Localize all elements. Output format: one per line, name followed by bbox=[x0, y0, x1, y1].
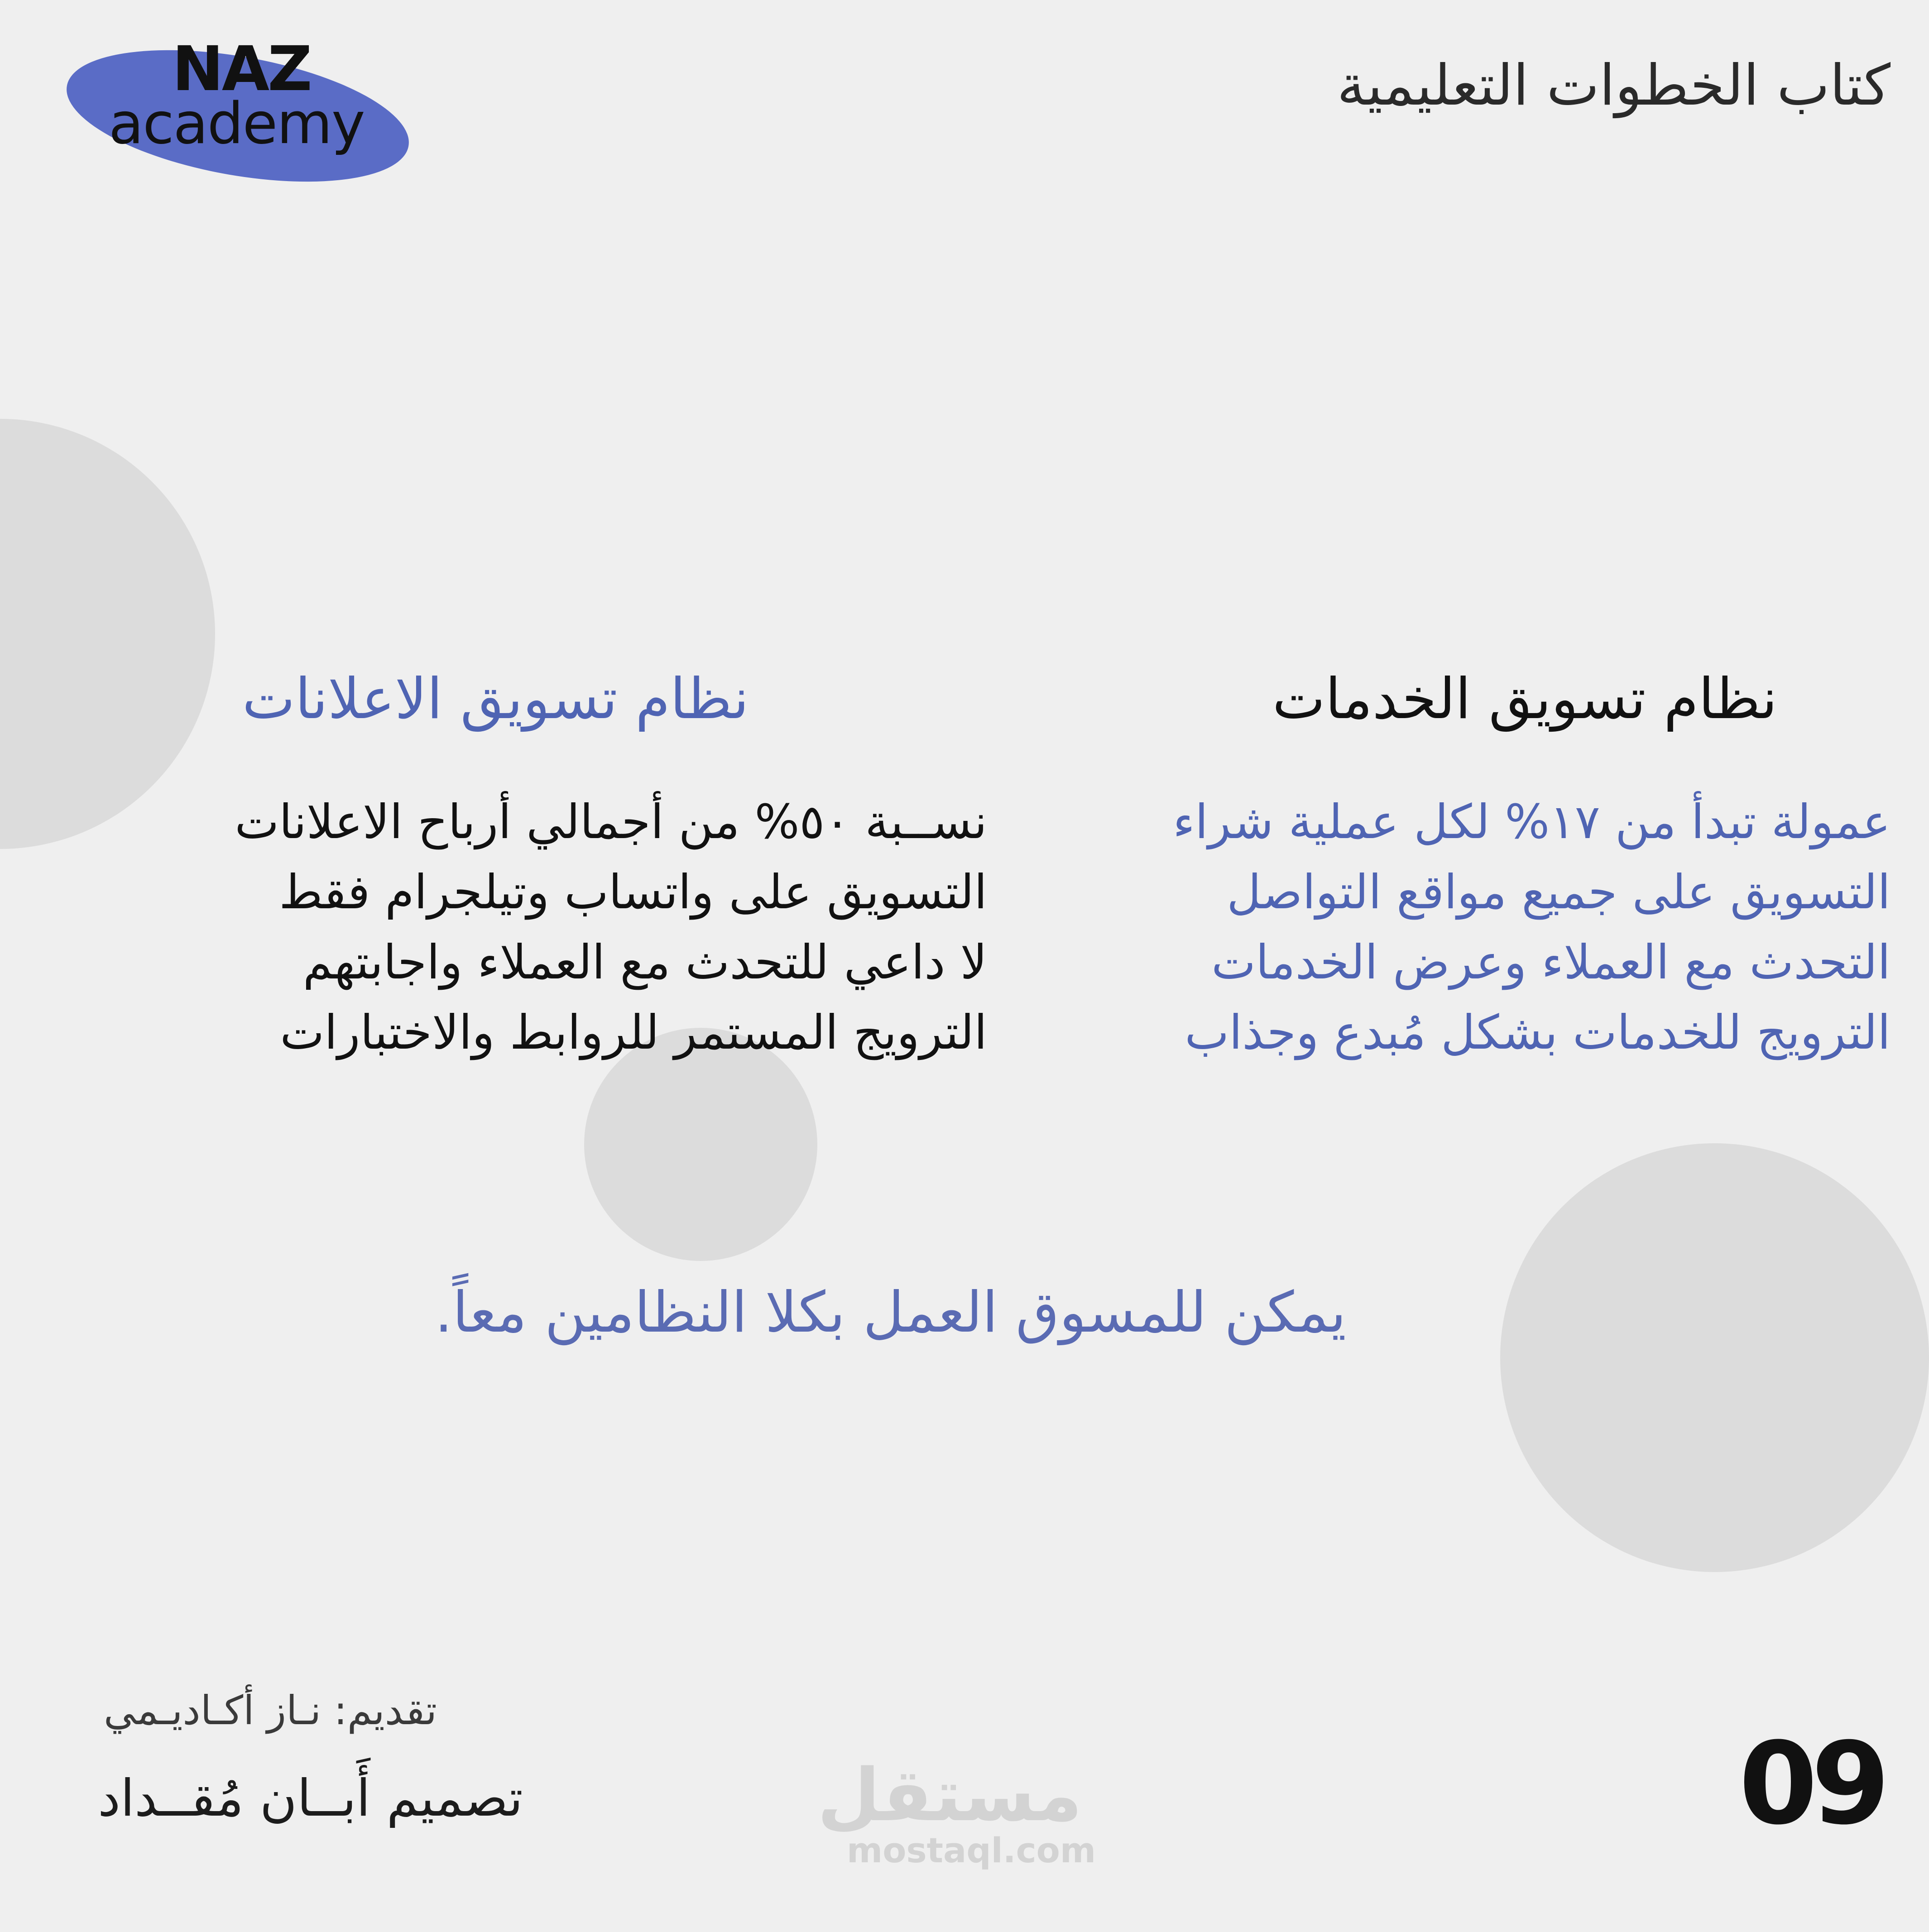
logo-word-naz: NAZ bbox=[172, 34, 311, 105]
services-line: عمولة تبدأ من ١٧% لكل عملية شراء bbox=[1173, 794, 1891, 849]
ads-system-details bbox=[235, 787, 987, 1068]
ads-line: نســبة ٥٠% من أجمالي أرباح الاعلانات bbox=[235, 794, 987, 849]
both-systems-note: يمكن للمسوق العمل بكلا النظامين معاً. bbox=[435, 1280, 1347, 1345]
presenter-credit: تقديم: نـاز أكـاديـمي bbox=[103, 1687, 437, 1734]
services-line: التحدث مع العملاء وعرض الخدمات bbox=[1211, 935, 1891, 990]
decorative-circle-right bbox=[1500, 1143, 1929, 1572]
services-system-details bbox=[1173, 787, 1891, 1068]
decorative-circle-left bbox=[0, 419, 215, 849]
logo-word-academy: academy bbox=[109, 90, 365, 157]
services-line: الترويج للخدمات بشكل مُبدع وجذاب bbox=[1185, 1005, 1891, 1060]
services-system-title: نظام تسويق الخدمات bbox=[1272, 666, 1777, 732]
mostaql-watermark bbox=[817, 1753, 1096, 1870]
watermark-url: mostaql.com bbox=[847, 1830, 1096, 1870]
services-line: التسويق على جميع مواقع التواصل bbox=[1227, 864, 1891, 920]
designer-credit: تصميم أَبــان مُقــداد bbox=[98, 1769, 523, 1828]
book-title: كتاب الخطوات التعليمية bbox=[1337, 53, 1891, 118]
ads-system-title: نظام تسويق الاعلانات bbox=[242, 666, 749, 732]
ads-line: لا داعي للتحدث مع العملاء واجابتهم bbox=[302, 935, 987, 990]
watermark-arabic: مستقل bbox=[817, 1753, 1082, 1837]
naz-academy-logo bbox=[63, 18, 417, 172]
ads-line: الترويج المستمر للروابط والاختبارات bbox=[280, 1005, 987, 1060]
ads-line: التسويق على واتساب وتيلجرام فقط bbox=[279, 864, 987, 920]
page-number: 09 bbox=[1739, 1718, 1884, 1850]
